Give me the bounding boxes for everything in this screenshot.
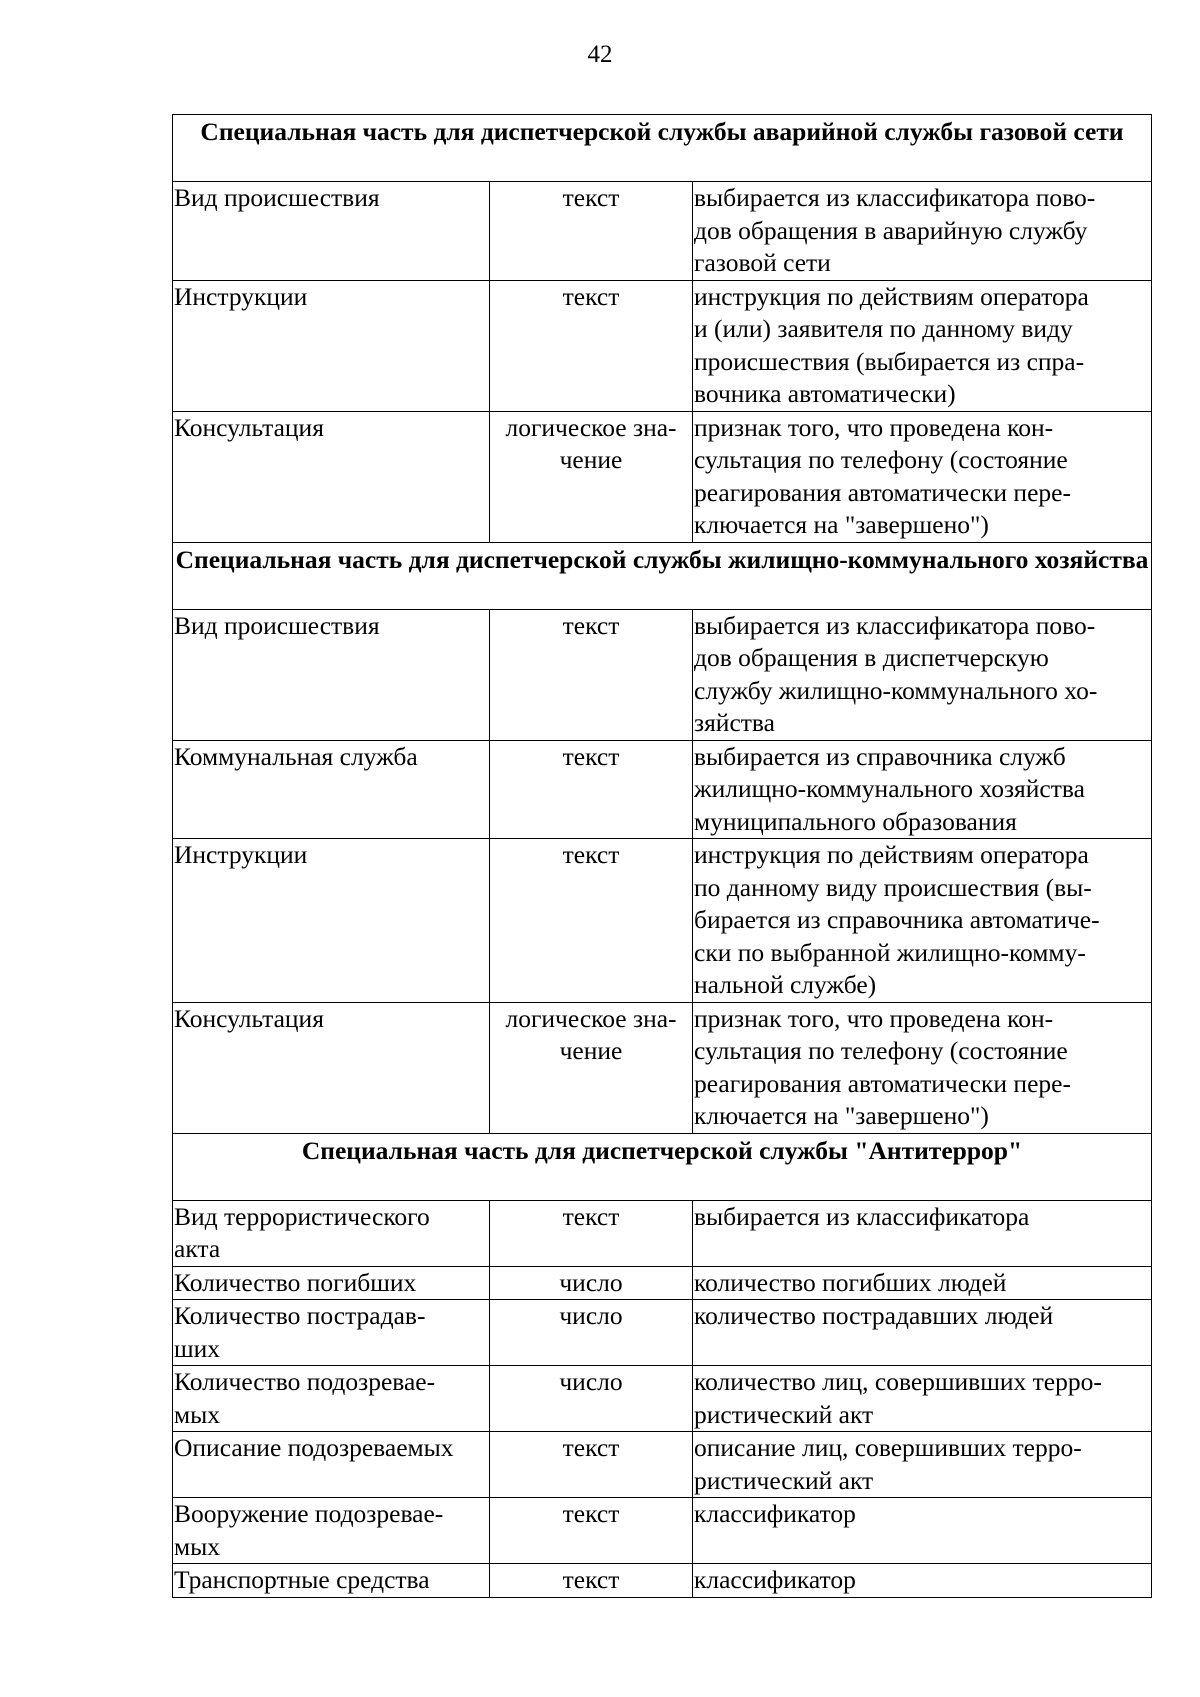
cell-line: текст (562, 741, 620, 771)
cell-line: происшествия (выбирается из спра- (694, 346, 1085, 376)
page-number: 42 (587, 41, 613, 68)
cell-line: Коммунальная служба (174, 741, 418, 771)
cell-line: жилищно-коммунального хозяйства (694, 774, 1085, 803)
cell-line: Количество пострадав- (174, 1301, 426, 1330)
table-row (173, 1266, 1152, 1300)
field-type-cell (490, 411, 693, 542)
cell-line: логическое зна- (505, 412, 677, 442)
table-row (173, 1432, 1152, 1498)
cell-line: текст (562, 610, 620, 640)
field-description-cell (693, 182, 1152, 281)
cell-line: акта (174, 1234, 221, 1263)
cell-line: вочника автоматически) (694, 379, 956, 408)
cell-line: Вид происшествия (174, 183, 380, 212)
cell-line: количество пострадавших людей (694, 1301, 1054, 1330)
cell-line: службу жилищно-коммунального хо- (694, 675, 1098, 705)
cell-line: сультация по телефону (состояние (694, 1036, 1068, 1065)
cell-line: текст (562, 840, 620, 869)
cell-line: ски по выбранной жилищно-комму- (694, 937, 1086, 967)
cell-line: число (559, 1267, 623, 1297)
field-description-cell (693, 609, 1152, 740)
cell-line: классификатор (694, 1499, 856, 1528)
field-name-cell (173, 280, 490, 411)
field-name-cell (173, 1200, 490, 1266)
field-name-cell (173, 1564, 490, 1598)
cell-line: количество лиц, совершивших терро- (694, 1367, 1102, 1396)
field-type-cell (490, 1300, 693, 1366)
field-name-cell (173, 609, 490, 740)
table-row (173, 609, 1152, 740)
cell-line: текст (562, 1565, 620, 1594)
cell-line: Описание подозреваемых (174, 1433, 454, 1462)
cell-line: количество погибших людей (694, 1267, 1007, 1297)
cell-line: муниципального образования (694, 806, 1017, 836)
cell-line: выбирается из классификатора пово- (694, 610, 1096, 640)
field-name-cell (173, 1266, 490, 1300)
cell-line: классификатор (694, 1565, 856, 1594)
cell-line: ших (174, 1333, 221, 1363)
cell-line: текст (562, 1433, 620, 1462)
cell-line: Вид террористического (174, 1201, 430, 1231)
cell-line: число (559, 1367, 623, 1396)
table-row (173, 740, 1152, 839)
field-name-cell (173, 182, 490, 281)
fields-table-body (173, 115, 1152, 1598)
cell-line: Консультация (174, 412, 324, 442)
cell-line: ключается на "завершено") (694, 510, 989, 539)
field-description-cell (693, 1564, 1152, 1598)
cell-line: по данному виду происшествия (вы- (694, 872, 1092, 902)
field-type-cell (490, 1366, 693, 1432)
cell-line: ристический акт (694, 1465, 874, 1495)
table-row (173, 839, 1152, 1003)
field-description-cell (693, 1200, 1152, 1266)
cell-line: логическое зна- (505, 1003, 677, 1033)
field-type-cell (490, 1564, 693, 1598)
cell-line: Консультация (174, 1003, 324, 1033)
field-name-cell (173, 1366, 490, 1432)
field-name-cell (173, 1498, 490, 1564)
field-type-cell (490, 1432, 693, 1498)
table-row (173, 1366, 1152, 1432)
table-row (173, 1498, 1152, 1564)
cell-line: чение (559, 1036, 623, 1065)
cell-line: чение (559, 445, 623, 474)
table-row (173, 1002, 1152, 1133)
field-type-cell (490, 182, 693, 281)
cell-line: дов обращения в диспетчерскую (694, 643, 1049, 672)
section-header-row (173, 115, 1152, 182)
field-description-cell (693, 1366, 1152, 1432)
cell-line: признак того, что проведена кон- (694, 412, 1054, 442)
table-row (173, 411, 1152, 542)
cell-line: нальной службе) (694, 970, 877, 999)
cell-line: описание лиц, совершивших терро- (694, 1433, 1082, 1462)
cell-line: текст (562, 183, 620, 212)
cell-line: бирается из справочника автоматиче- (694, 905, 1100, 934)
cell-line: число (559, 1301, 623, 1330)
cell-line: выбирается из классификатора (694, 1201, 1030, 1231)
cell-line: зяйства (694, 708, 775, 737)
cell-line: текст (562, 1201, 620, 1231)
cell-line: выбирается из справочника служб (694, 741, 1066, 771)
field-type-cell (490, 839, 693, 1003)
table-row (173, 182, 1152, 281)
field-description-cell (693, 280, 1152, 411)
field-type-cell (490, 1266, 693, 1300)
section-header-row (173, 1133, 1152, 1200)
cell-line: Вооружение подозревае- (174, 1499, 444, 1528)
field-name-cell (173, 839, 490, 1003)
cell-line: реагирования автоматически пере- (694, 1068, 1071, 1098)
field-type-cell (490, 609, 693, 740)
field-type-cell (490, 1498, 693, 1564)
section-title: Специальная часть для диспетчерской службы аварийной службы газовой сети (173, 115, 1152, 182)
cell-line: мых (174, 1531, 221, 1561)
cell-line: сультация по телефону (состояние (694, 445, 1068, 474)
table-row (173, 1564, 1152, 1598)
table-row (173, 1300, 1152, 1366)
table-row (173, 280, 1152, 411)
field-description-cell (693, 1498, 1152, 1564)
field-name-cell (173, 411, 490, 542)
field-name-cell (173, 1300, 490, 1366)
cell-line: газовой сети (694, 248, 831, 277)
cell-line: мых (174, 1399, 221, 1429)
section-header-row (173, 542, 1152, 609)
cell-line: реагирования автоматически пере- (694, 477, 1071, 507)
cell-line: инструкция по действиям оператора (694, 281, 1089, 311)
field-description-cell (693, 839, 1152, 1003)
cell-line: ключается на "завершено") (694, 1101, 989, 1130)
cell-line: ристический акт (694, 1399, 874, 1429)
cell-line: и (или) заявителя по данному виду (694, 314, 1073, 343)
field-description-cell (693, 1266, 1152, 1300)
cell-line: текст (562, 1499, 620, 1528)
cell-line: Транспортные средства (174, 1565, 430, 1594)
table-row (173, 1200, 1152, 1266)
field-description-cell (693, 411, 1152, 542)
field-description-cell (693, 740, 1152, 839)
cell-line: Инструкции (174, 281, 308, 311)
field-description-cell (693, 1300, 1152, 1366)
cell-line: признак того, что проведена кон- (694, 1003, 1054, 1033)
cell-line: текст (562, 281, 620, 311)
field-description-cell (693, 1002, 1152, 1133)
cell-line: Количество погибших (174, 1267, 417, 1297)
field-type-cell (490, 740, 693, 839)
cell-line: выбирается из классификатора пово- (694, 183, 1096, 212)
cell-line: Инструкции (174, 840, 308, 869)
section-title: Специальная часть для диспетчерской службы жилищно-коммунального хозяйства (173, 542, 1152, 609)
fields-table (172, 114, 1152, 1598)
field-name-cell (173, 740, 490, 839)
field-name-cell (173, 1432, 490, 1498)
field-type-cell (490, 1002, 693, 1133)
field-type-cell (490, 280, 693, 411)
cell-line: инструкция по действиям оператора (694, 840, 1089, 869)
cell-line: дов обращения в аварийную службу (694, 215, 1088, 245)
field-name-cell (173, 1002, 490, 1133)
field-type-cell (490, 1200, 693, 1266)
section-title: Специальная часть для диспетчерской службы "Антитеррор" (173, 1133, 1152, 1200)
cell-line: Вид происшествия (174, 610, 380, 640)
cell-line: Количество подозревае- (174, 1367, 436, 1396)
field-description-cell (693, 1432, 1152, 1498)
